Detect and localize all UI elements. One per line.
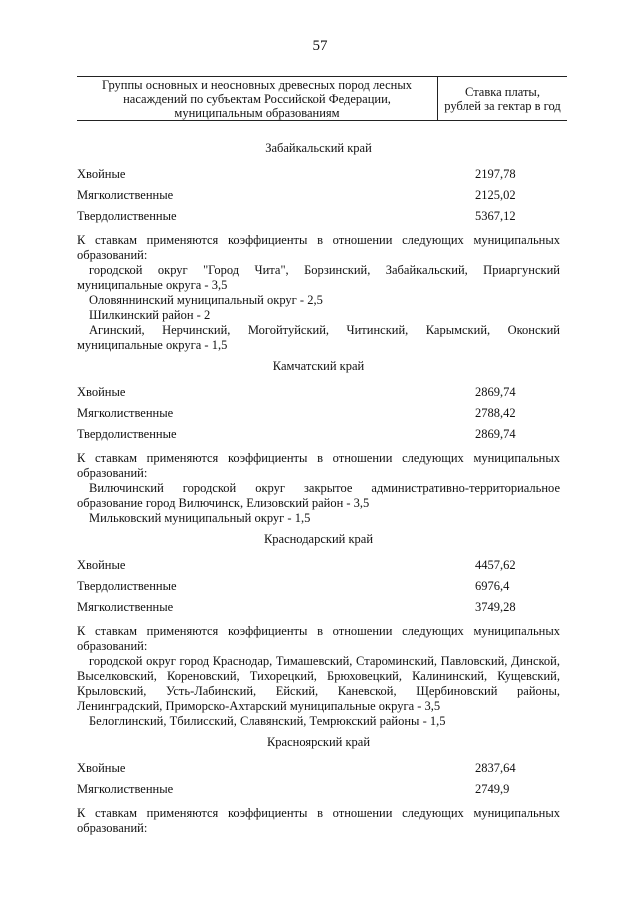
species-group-name: Твердолиственные [77, 209, 177, 223]
rate-row [77, 779, 560, 800]
rate-row [77, 555, 560, 576]
rate-row [77, 403, 560, 424]
coefficient-item: Мильковский муниципальный округ - 1,5 [89, 511, 311, 525]
species-group-name: Хвойные [77, 761, 126, 775]
page-number: 57 [312, 38, 328, 54]
coefficient-item: городской округ "Город Чита", Борзинский, Забайкальский, Приаргунский муниципальные округа - 3,5 [77, 263, 560, 292]
rate-value: 5367,12 [475, 209, 516, 223]
species-group-name: Твердолиственные [77, 579, 177, 593]
rate-value: 2749,9 [475, 782, 510, 796]
species-group-name: Мягколиственные [77, 406, 174, 420]
rate-value: 2197,78 [475, 167, 516, 181]
table-header [77, 76, 567, 121]
region-title: Краснодарский край [263, 532, 374, 546]
rate-value: 2125,02 [475, 188, 516, 202]
rate-value: 2869,74 [475, 385, 516, 399]
region-title: Камчатский край [272, 359, 365, 373]
species-group-name: Мягколиственные [77, 600, 174, 614]
coefficient-item: городской округ город Краснодар, Тимашевский, Староминский, Павловский, Динской, Выселковский, Кореновский, Тихорецкий, Брюховецкий, Калининский, Кущевский, Крыловский, Усть-Лабинский, Ейский, Каневской, Щербиновский районы, Ленинградский, Приморско-Ахтарский муниципальные округа - 3,5 [77, 654, 560, 713]
coefficient-item: Оловяннинский муниципальный округ - 2,5 [89, 293, 323, 307]
rate-value: 3749,28 [475, 600, 516, 614]
coefficients-intro: К ставкам применяются коэффициенты в отношении следующих муниципальных образований: [77, 624, 560, 653]
species-group-name: Хвойные [77, 167, 126, 181]
rate-value: 2837,64 [475, 761, 516, 775]
rate-value: 4457,62 [475, 558, 516, 572]
rate-row [77, 424, 560, 445]
rate-row [77, 597, 560, 618]
rate-row [77, 576, 560, 597]
coefficients-intro: К ставкам применяются коэффициенты в отношении следующих муниципальных образований: [77, 451, 560, 480]
region-title: Забайкальский край [265, 141, 372, 155]
rate-value: 6976,4 [475, 579, 510, 593]
species-group-name: Хвойные [77, 558, 126, 572]
rate-value: 2869,74 [475, 427, 516, 441]
rate-value: 2788,42 [475, 406, 516, 420]
coefficients-intro: К ставкам применяются коэффициенты в отношении следующих муниципальных образований: [77, 806, 560, 835]
region-section [77, 532, 560, 729]
coefficient-item: Вилючинский городской округ закрытое административно-территориальное образование город Вилючинск, Елизовский район - 3,5 [77, 481, 560, 510]
region-title: Красноярский край [266, 735, 371, 749]
coefficient-item: Белоглинский, Тбилисский, Славянский, Темрюкский районы - 1,5 [89, 714, 446, 728]
region-section [77, 141, 560, 353]
header-rate-column: Ставка платы, рублей за гектар в год [444, 84, 561, 113]
coefficients-intro: К ставкам применяются коэффициенты в отношении следующих муниципальных образований: [77, 233, 560, 262]
species-group-name: Мягколиственные [77, 782, 174, 796]
document-body [77, 135, 560, 836]
rate-row [77, 206, 560, 227]
header-groups-column: Группы основных и неосновных древесных пород лесных насаждений по субъектам Российской Федерации, муниципальным образованиям [77, 77, 438, 120]
species-group-name: Мягколиственные [77, 188, 174, 202]
rate-row [77, 382, 560, 403]
species-group-name: Твердолиственные [77, 427, 177, 441]
coefficient-item: Шилкинский район - 2 [89, 308, 211, 322]
coefficient-item: Агинский, Нерчинский, Могойтуйский, Читинский, Карымский, Оконский муниципальные округа - 1,5 [77, 323, 560, 352]
region-section [77, 735, 560, 836]
rate-row [77, 185, 560, 206]
species-group-name: Хвойные [77, 385, 126, 399]
rate-row [77, 758, 560, 779]
region-section [77, 359, 560, 526]
rate-row [77, 164, 560, 185]
